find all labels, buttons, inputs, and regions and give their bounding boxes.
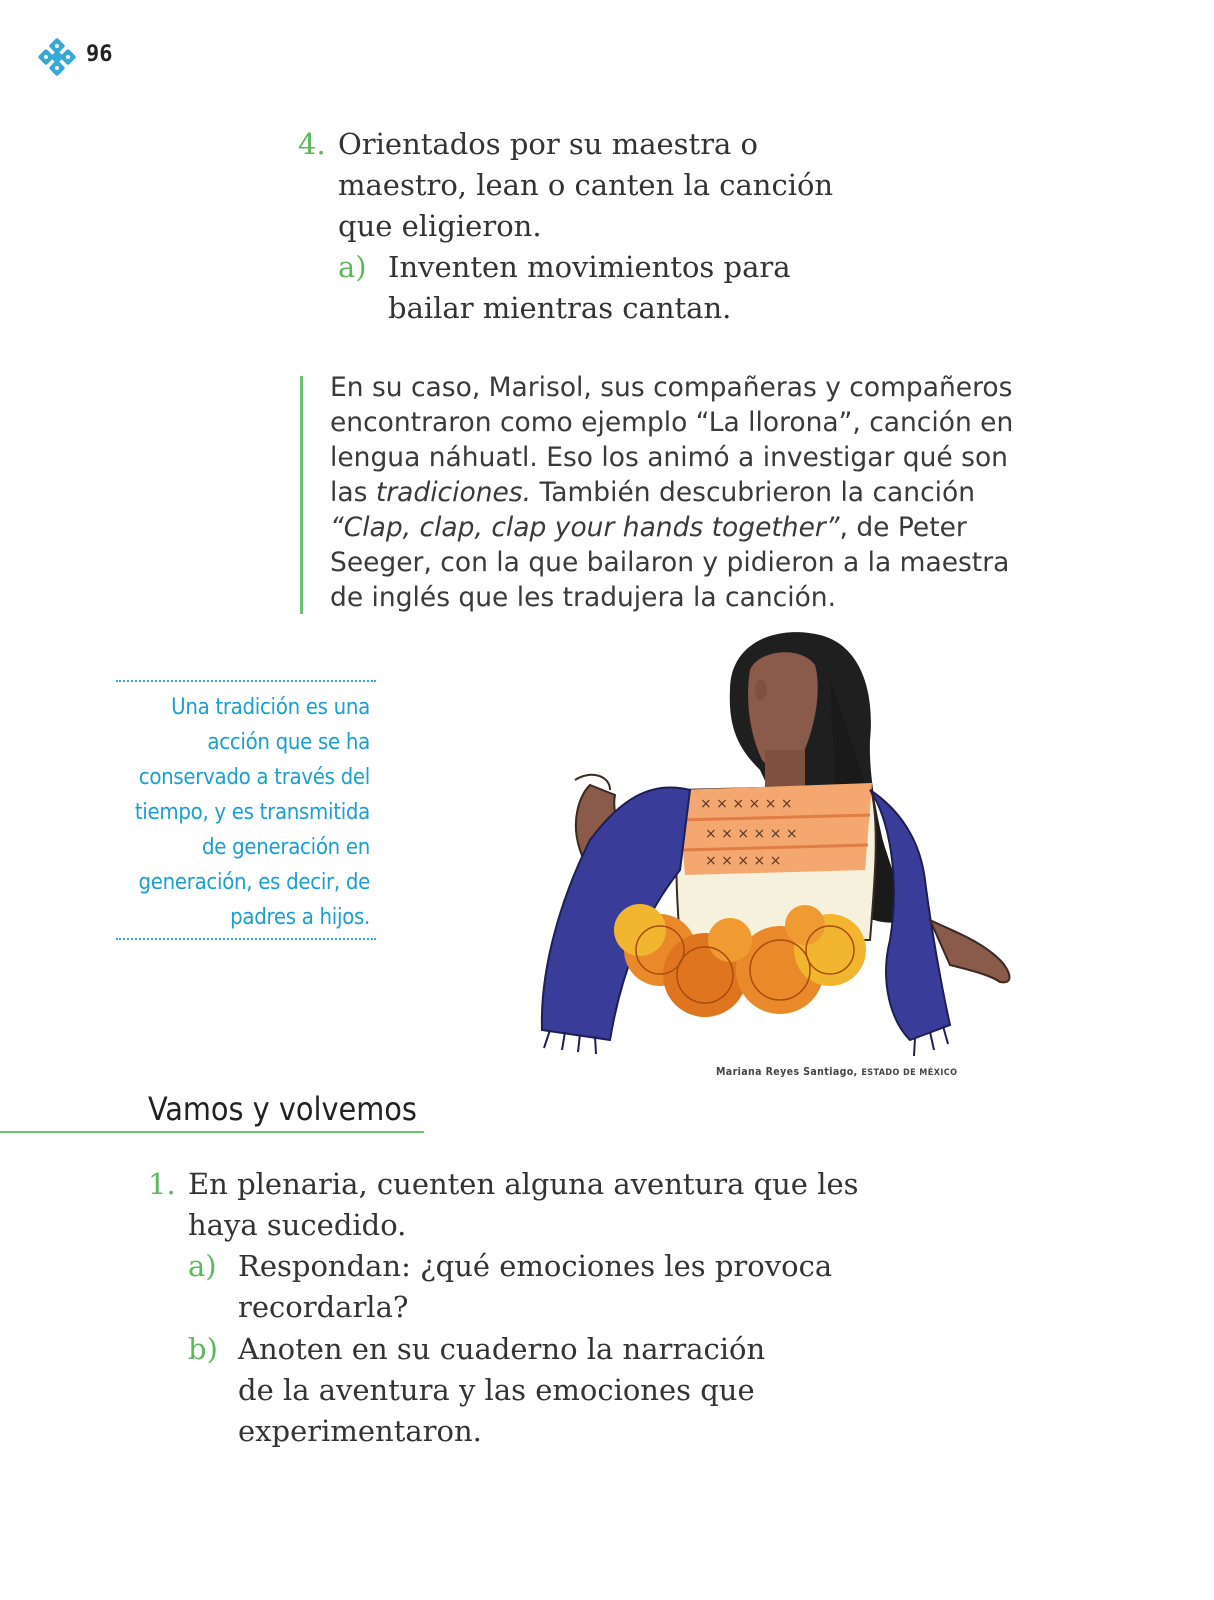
paragraph-line: de inglés que les tradujera la canción.: [330, 582, 837, 613]
item-number: 4.: [298, 127, 326, 161]
paragraph-line: encontraron como ejemplo “La llorona”, canción en: [330, 407, 1014, 438]
decorative-flower-icon: [38, 38, 76, 76]
item-text-line: que eligieron.: [338, 209, 542, 243]
subitem-text-line: bailar mientras cantan.: [388, 291, 732, 325]
section-title: Vamos y volvemos: [148, 1090, 417, 1128]
subitem-text-line: Respondan: ¿qué emociones les provoca: [238, 1249, 833, 1283]
subitem-text-line: Anoten en su cuaderno la narración: [238, 1332, 766, 1366]
item-text-line: En plenaria, cuenten alguna aventura que les: [188, 1167, 859, 1201]
subitem-text-line: experimentaron.: [238, 1414, 482, 1448]
item-number: 1.: [148, 1167, 176, 1201]
narrative-paragraph: [330, 370, 1050, 615]
text-run: las: [330, 477, 376, 508]
svg-text:× × × × ×: × × × × ×: [705, 853, 782, 869]
item-text-line: maestro, lean o canten la canción: [338, 168, 834, 202]
subitem-text-line: recordarla?: [238, 1290, 409, 1324]
woman-with-marigolds-illustration: [530, 620, 1030, 1070]
emphasized-term: tradiciones.: [375, 477, 532, 508]
section-rule: [0, 1131, 424, 1133]
page-number: 96: [86, 42, 113, 67]
paragraph-line: [330, 510, 1050, 545]
quote-accent-bar: [300, 376, 303, 614]
subitem-letter: a): [338, 250, 367, 284]
definition-line: padres a hijos.: [230, 905, 370, 930]
paragraph-line: En su caso, Marisol, sus compañeras y compañeros: [330, 372, 1013, 403]
caption-author: Mariana Reyes Santiago,: [716, 1066, 858, 1078]
definition-line: tiempo, y es transmitida: [134, 800, 370, 825]
subitem-letter: a): [188, 1249, 217, 1283]
definition-line: Una tradición es una: [171, 695, 370, 720]
paragraph-line: lengua náhuatl. Eso los animó a investigar qué son: [330, 442, 1008, 473]
definition-box: [116, 680, 376, 940]
song-title: “Clap, clap, clap your hands together”: [330, 512, 840, 543]
svg-text:× × × × × ×: × × × × × ×: [705, 826, 798, 842]
definition-text: [100, 690, 370, 935]
definition-line: de generación en: [201, 835, 370, 860]
paragraph-line: Seeger, con la que bailaron y pidieron a la maestra: [330, 547, 1010, 578]
text-run: También descubrieron la canción: [531, 477, 976, 508]
definition-line: acción que se ha: [207, 730, 370, 755]
definition-line: conservado a través del: [138, 765, 370, 790]
text-run: , de Peter: [839, 512, 967, 543]
illustration-caption: [716, 1066, 957, 1078]
definition-line: generación, es decir, de: [138, 870, 370, 895]
caption-place: ESTADO DE MÉXICO: [861, 1068, 958, 1078]
paragraph-line: [330, 475, 1050, 510]
subitem-letter: b): [188, 1332, 218, 1366]
item-text-line: Orientados por su maestra o: [338, 127, 759, 161]
subitem-text-line: de la aventura y las emociones que: [238, 1373, 755, 1407]
item-text-line: haya sucedido.: [188, 1208, 407, 1242]
svg-text:× × × × × ×: × × × × × ×: [700, 796, 793, 812]
subitem-text-line: Inventen movimientos para: [388, 250, 791, 284]
